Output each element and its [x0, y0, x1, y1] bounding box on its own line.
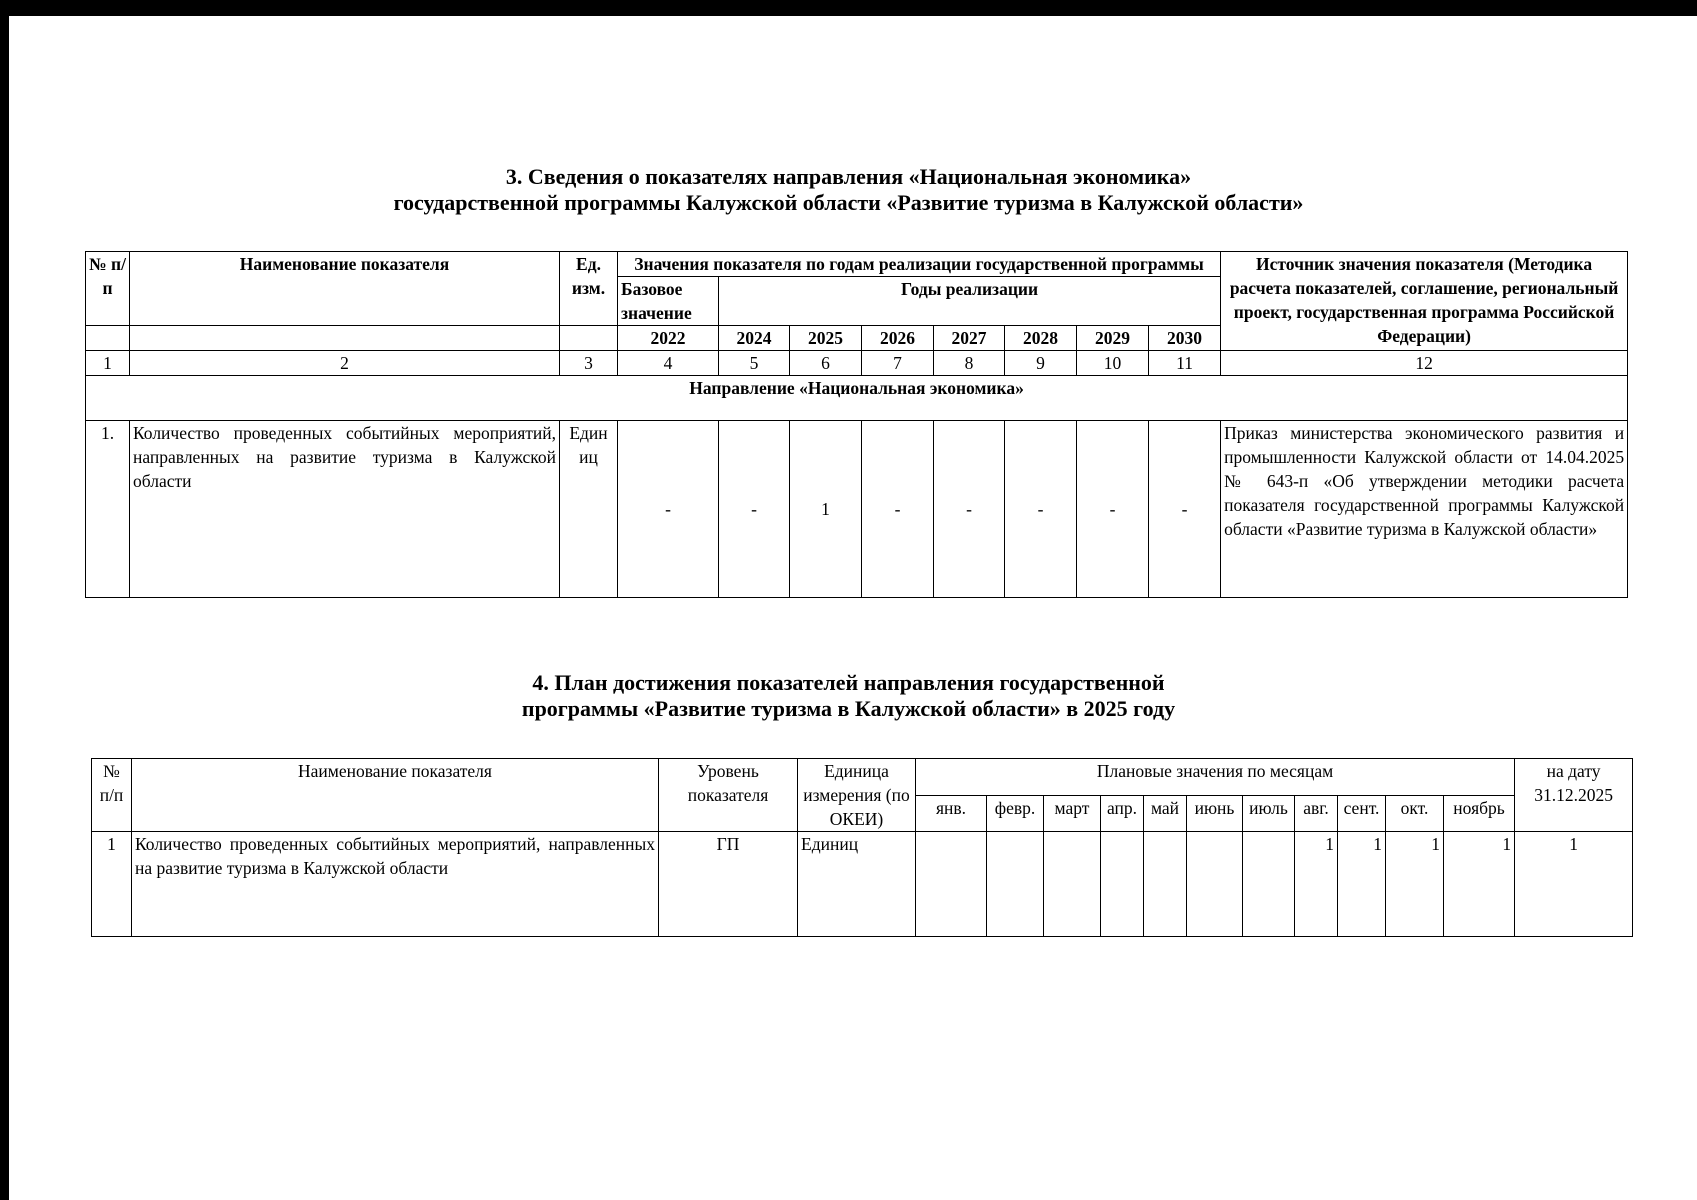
header-source: Источник значения показателя (Методика расчета показателей, соглашение, региональный проект, государственная программа Российской Федерации)	[1221, 252, 1628, 351]
plan-row-num: 1	[92, 832, 132, 937]
row-value: 1	[790, 421, 862, 598]
month-header: окт.	[1386, 795, 1444, 832]
row-source: Приказ министерства экономического развития и промышленности Калужской области от 14.04.2025 № 643-п «Об утверждении методики расчета показателя государственной программы Калужской области «Развитие туризма в Калужской области»	[1221, 421, 1628, 598]
indicators-table	[85, 251, 1628, 598]
section3-title-line1: 3. Сведения о показателях направления «Национальная экономика»	[505, 164, 1192, 189]
plan-table	[91, 758, 1633, 937]
plan-header-level: Уровень показателя	[659, 759, 798, 832]
plan-month-value	[1101, 832, 1144, 937]
header-values-group: Значения показателя по годам реализации государственной программы	[618, 252, 1221, 277]
col-number: 3	[560, 351, 618, 376]
plan-month-value	[1187, 832, 1243, 937]
plan-row-level: ГП	[659, 832, 798, 937]
month-header: март	[1044, 795, 1101, 832]
plan-month-value	[916, 832, 987, 937]
section4-title-line1: 4. План достижения показателей направления государственной	[532, 670, 1165, 695]
col-number: 12	[1221, 351, 1628, 376]
month-header: сент.	[1338, 795, 1386, 832]
row-value: -	[1077, 421, 1149, 598]
year-cell: 2027	[934, 326, 1005, 351]
table-row	[92, 832, 1633, 937]
month-header: апр.	[1101, 795, 1144, 832]
table-row	[86, 421, 1628, 598]
month-header: май	[1144, 795, 1187, 832]
row-value: -	[618, 421, 719, 598]
plan-month-value: 1	[1338, 832, 1386, 937]
col-number: 8	[934, 351, 1005, 376]
month-header: июль	[1243, 795, 1295, 832]
section3-title-line2: государственной программы Калужской области «Развитие туризма в Калужской области»	[393, 190, 1304, 215]
year-cell: 2024	[719, 326, 790, 351]
year-cell: 2025	[790, 326, 862, 351]
plan-header-months-group: Плановые значения по месяцам	[916, 759, 1515, 796]
month-header: ноябрь	[1444, 795, 1515, 832]
header-num: № п/п	[86, 252, 130, 326]
year-cell: 2026	[862, 326, 934, 351]
month-header: авг.	[1295, 795, 1338, 832]
plan-month-value: 1	[1444, 832, 1515, 937]
plan-month-value: 1	[1295, 832, 1338, 937]
section3-heading	[0, 164, 1697, 216]
scan-top-border	[0, 0, 1697, 16]
year-cell: 2029	[1077, 326, 1149, 351]
plan-header-unit: Единица измерения (по ОКЕИ)	[798, 759, 916, 832]
col-number: 2	[130, 351, 560, 376]
col-number: 5	[719, 351, 790, 376]
plan-header-name: Наименование показателя	[132, 759, 659, 832]
row-num: 1.	[86, 421, 130, 598]
col-number: 7	[862, 351, 934, 376]
column-numbers-row	[86, 351, 1628, 376]
row-value: -	[1149, 421, 1221, 598]
col-number: 6	[790, 351, 862, 376]
year-cell: 2030	[1149, 326, 1221, 351]
month-header: янв.	[916, 795, 987, 832]
row-value: -	[862, 421, 934, 598]
col-number: 4	[618, 351, 719, 376]
header-years-group: Годы реализации	[719, 277, 1221, 326]
col-number: 11	[1149, 351, 1221, 376]
plan-row-name: Количество проведенных событийных мероприятий, направленных на развитие туризма в Калужской области	[132, 832, 659, 937]
plan-date-value: 1	[1515, 832, 1633, 937]
col-number: 10	[1077, 351, 1149, 376]
col-number: 9	[1005, 351, 1077, 376]
month-header: июнь	[1187, 795, 1243, 832]
section4-heading	[0, 670, 1697, 722]
plan-header-num: № п/п	[92, 759, 132, 832]
header-name: Наименование показателя	[130, 252, 560, 326]
row-value: -	[1005, 421, 1077, 598]
row-unit: Един иц	[560, 421, 618, 598]
plan-month-value	[987, 832, 1044, 937]
row-value: -	[934, 421, 1005, 598]
section4-title-line2: программы «Развитие туризма в Калужской области» в 2025 году	[521, 696, 1176, 721]
plan-month-value: 1	[1386, 832, 1444, 937]
row-value: -	[719, 421, 790, 598]
year-cell: 2028	[1005, 326, 1077, 351]
header-base: Базовое значение	[618, 277, 719, 326]
plan-month-value	[1044, 832, 1101, 937]
plan-row-unit: Единиц	[798, 832, 916, 937]
col-number: 1	[86, 351, 130, 376]
month-header: февр.	[987, 795, 1044, 832]
row-name: Количество проведенных событийных мероприятий, направленных на развитие туризма в Калужской области	[130, 421, 560, 598]
header-unit: Ед. изм.	[560, 252, 618, 326]
year-cell: 2022	[618, 326, 719, 351]
plan-month-value	[1243, 832, 1295, 937]
plan-month-value	[1144, 832, 1187, 937]
plan-header-date: на дату 31.12.2025	[1515, 759, 1633, 832]
direction-row: Направление «Национальная экономика»	[86, 376, 1628, 421]
